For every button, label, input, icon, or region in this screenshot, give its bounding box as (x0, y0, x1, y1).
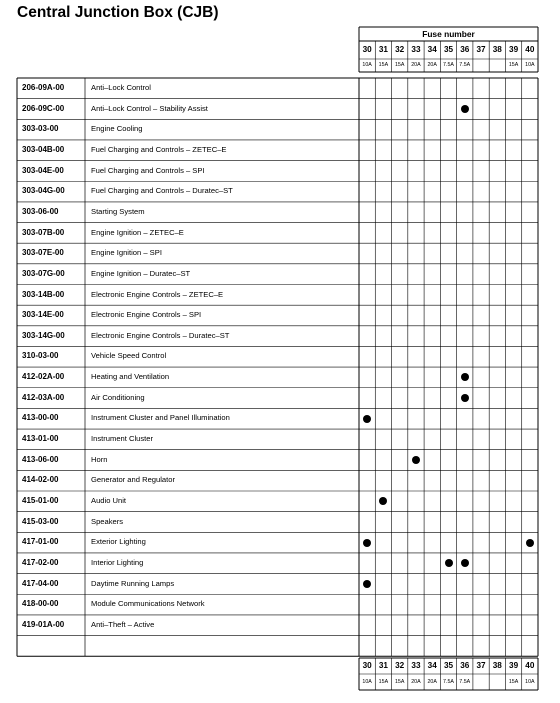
section-code: 418-00-00 (22, 599, 59, 609)
section-description: Anti–Theft – Active (91, 619, 155, 629)
section-code: 303-04E-00 (22, 165, 64, 175)
fuse-marker-dot (461, 394, 469, 402)
fuse-number-footer: 36 (460, 661, 470, 670)
fuse-amperage-footer (489, 674, 505, 690)
page-title: Central Junction Box (CJB) (17, 4, 219, 21)
section-description: Daytime Running Lamps (91, 578, 175, 588)
section-description: Speakers (91, 516, 124, 526)
section-code: 206-09A-00 (22, 83, 65, 92)
section-code: 417-04-00 (22, 578, 59, 588)
section-description: Electronic Engine Controls – Duratec–ST (91, 330, 230, 340)
section-description: Engine Ignition – ZETEC–E (91, 227, 184, 237)
fuse-number-footer: 31 (378, 661, 388, 670)
fuse-number: 40 (525, 45, 535, 54)
fuse-amperage-footer: 10A (362, 679, 372, 685)
fuse-number: 33 (411, 45, 421, 54)
fuse-number-footer: 32 (395, 661, 405, 670)
section-code: 419-01A-00 (22, 619, 65, 629)
section-description: Anti–Lock Control – Stability Assist (91, 103, 208, 113)
section-description: Heating and Ventilation (91, 372, 170, 382)
fuse-number: 37 (476, 45, 486, 54)
section-description: Fuel Charging and Controls – ZETEC–E (91, 144, 227, 154)
fuse-number-footer: 34 (427, 661, 437, 670)
section-code: 417-02-00 (22, 557, 59, 567)
fuse-number: 39 (509, 45, 519, 54)
fuse-number: 32 (395, 45, 405, 54)
fuse-number: 36 (460, 45, 470, 54)
section-description: Horn (91, 454, 108, 464)
section-code: 417-01-00 (22, 537, 59, 547)
fuse-number: 34 (427, 45, 437, 54)
fuse-marker-dot (363, 415, 371, 423)
fuse-amperage-footer: 15A (508, 679, 519, 685)
section-code: 303-14E-00 (22, 310, 64, 320)
fuse-number-footer: 37 (476, 661, 486, 670)
section-description: Starting System (91, 206, 145, 216)
fuse-number-footer: 35 (443, 661, 454, 670)
section-code: 412-02A-00 (22, 372, 65, 382)
fuse-amperage: 10A (362, 62, 372, 68)
section-code: 413-01-00 (22, 434, 59, 444)
section-description: Interior Lighting (91, 557, 144, 567)
section-code: 303-03-00 (22, 124, 59, 134)
section-description (91, 636, 357, 657)
section-description: Air Conditioning (91, 392, 145, 402)
fuse-amperage: 10A (525, 62, 535, 68)
fuse-marker-dot (461, 105, 469, 113)
section-description: Exterior Lighting (91, 537, 146, 547)
section-description: Fuel Charging and Controls – SPI (91, 165, 205, 175)
fuse-number-footer: 38 (492, 661, 502, 670)
section-description: Electronic Engine Controls – ZETEC–E (91, 289, 224, 299)
section-code: 310-03-00 (22, 351, 59, 361)
fuse-amperage-footer: 15A (394, 679, 405, 685)
fuse-amperage: 7.5A (459, 62, 471, 68)
section-description: Instrument Cluster (91, 434, 154, 444)
section-code: 206-09C-00 (22, 103, 65, 113)
fuse-number-footer: 39 (509, 661, 519, 670)
section-code: 303-14B-00 (22, 289, 65, 299)
fuse-amperage: 20A (427, 62, 437, 68)
section-description: Fuel Charging and Controls – Duratec–ST (91, 186, 233, 196)
fuse-amperage-footer: 15A (378, 679, 389, 685)
fuse-number-footer: 33 (411, 661, 421, 670)
section-description: Electronic Engine Controls – SPI (91, 310, 202, 320)
fuse-number-header: Fuse number (422, 29, 475, 39)
fuse-amperage-footer: 20A (411, 679, 421, 685)
section-code: 413-06-00 (22, 454, 59, 464)
section-code: 303-04G-00 (22, 186, 65, 196)
fuse-number-footer: 40 (525, 661, 535, 670)
fuse-marker-dot (412, 456, 420, 464)
section-description: Anti–Lock Control (91, 83, 151, 92)
fuse-amperage: 15A (394, 62, 405, 68)
fuse-marker-dot (363, 539, 371, 547)
fuse-marker-dot (461, 559, 469, 567)
section-description: Engine Ignition – Duratec–ST (91, 268, 191, 278)
section-description: Instrument Cluster and Panel Illumination (91, 413, 230, 423)
section-description: Generator and Regulator (91, 475, 176, 485)
section-code: 303-04B-00 (22, 144, 65, 154)
section-description: Module Communications Network (91, 599, 205, 609)
section-code: 415-03-00 (22, 516, 59, 526)
fuse-amperage-footer: 20A (427, 679, 437, 685)
section-code: 415-01-00 (22, 496, 59, 505)
section-code: 303-07B-00 (22, 227, 65, 237)
fuse-number: 38 (492, 45, 502, 54)
fuse-amperage: 7.5A (443, 62, 454, 68)
fuse-number: 35 (443, 45, 454, 54)
section-description: Engine Ignition – SPI (91, 248, 162, 258)
fuse-number: 31 (378, 45, 388, 54)
fuse-amperage-footer: 10A (525, 679, 535, 685)
fuse-amperage-footer: 7.5A (443, 679, 454, 685)
section-description: Audio Unit (91, 496, 127, 505)
fuse-number-footer: 30 (362, 661, 372, 670)
fuse-marker-dot (363, 580, 371, 588)
fuse-amperage (473, 59, 489, 72)
section-code: 303-07E-00 (22, 248, 64, 258)
section-description: Vehicle Speed Control (91, 351, 167, 361)
section-code: 303-06-00 (22, 206, 59, 216)
section-code: 303-07G-00 (22, 268, 65, 278)
fuse-amperage (489, 59, 505, 72)
fuse-amperage-footer (473, 674, 489, 690)
section-code: 413-00-00 (22, 413, 59, 423)
fuse-number: 30 (362, 45, 372, 54)
section-code: 414-02-00 (22, 475, 59, 485)
fuse-amperage: 20A (411, 62, 421, 68)
section-code: 303-14G-00 (22, 330, 65, 340)
fuse-marker-dot (445, 559, 453, 567)
fuse-amperage: 15A (378, 62, 389, 68)
fuse-amperage-footer: 7.5A (459, 679, 471, 685)
fuse-marker-dot (526, 539, 534, 547)
section-code: 412-03A-00 (22, 392, 65, 402)
section-description: Engine Cooling (91, 124, 143, 134)
section-code (22, 636, 84, 657)
fuse-amperage: 15A (508, 62, 519, 68)
